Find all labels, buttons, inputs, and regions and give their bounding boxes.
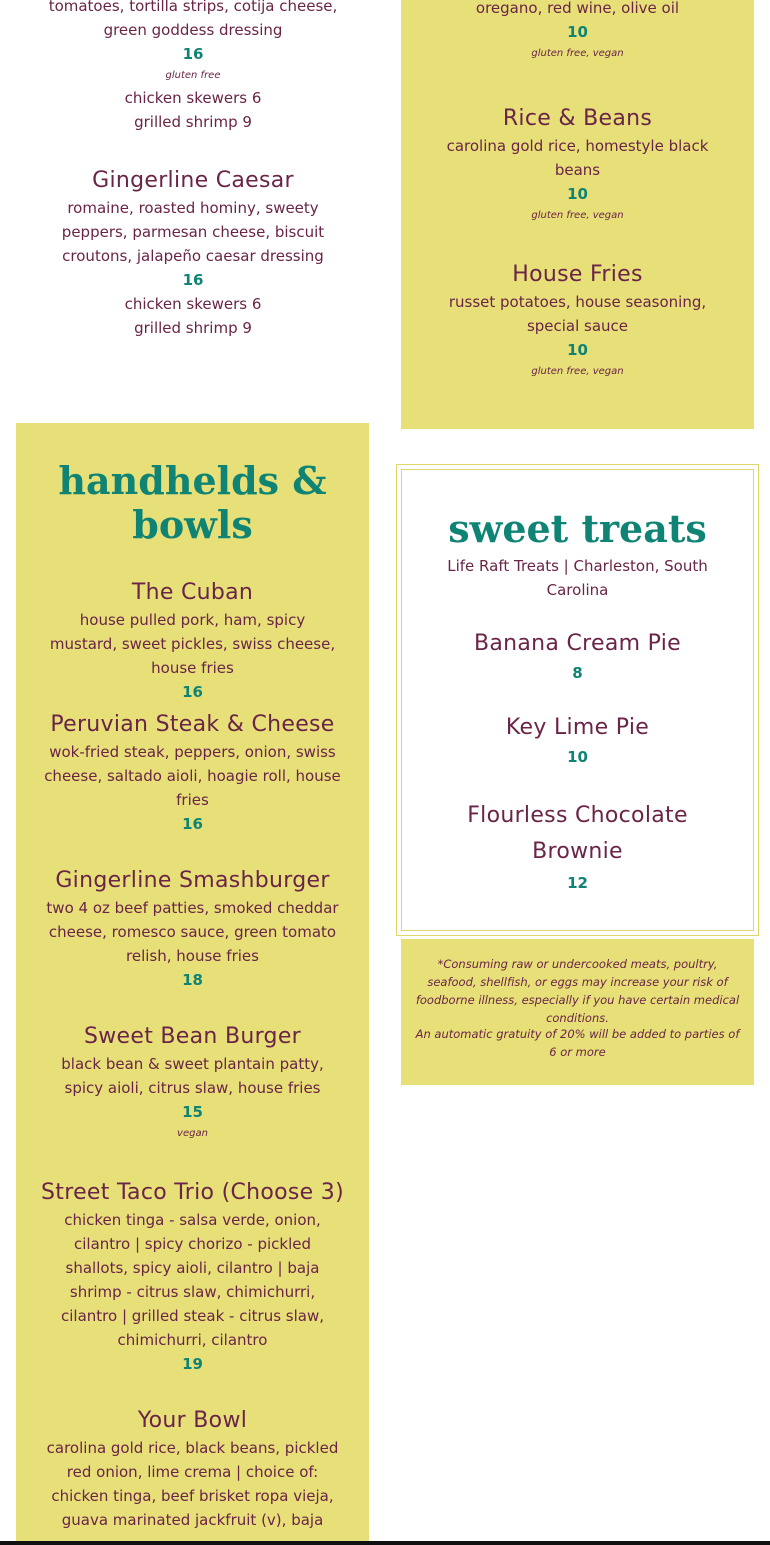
addon-shrimp: grilled shrimp 9 bbox=[134, 319, 252, 337]
item-name: Sweet Bean Burger bbox=[83, 1024, 302, 1049]
dessert-key-lime-pie bbox=[427, 714, 728, 769]
salad-item-top bbox=[40, 0, 346, 134]
item-price: 10 bbox=[567, 341, 588, 359]
item-name: Key Lime Pie bbox=[505, 715, 650, 740]
addon-chicken: chicken skewers 6 bbox=[124, 89, 262, 107]
item-price: 18 bbox=[182, 971, 203, 989]
item-name: Flourless Chocolate Brownie bbox=[467, 803, 688, 864]
menu-item-sweet-bean-burger bbox=[44, 1023, 341, 1142]
item-price: 10 bbox=[567, 185, 588, 203]
item-price: 16 bbox=[182, 815, 203, 833]
side-item-house-fries bbox=[431, 261, 724, 380]
menu-item-your-bowl bbox=[44, 1407, 341, 1532]
menu-item-smashburger bbox=[44, 867, 341, 992]
dessert-flourless-brownie bbox=[452, 798, 703, 895]
section-subtitle: Life Raft Treats | Charleston, South Carolina bbox=[447, 557, 708, 599]
sweet-treats-box bbox=[396, 464, 759, 936]
item-dietary-note: gluten free, vegan bbox=[531, 48, 624, 59]
dessert-banana-cream-pie bbox=[427, 630, 728, 685]
item-description: carolina gold rice, black beans, pickled red onion, lime crema | choice of: chicken tinga, beef brisket ropa vieja, guava marinated jackfruit (v), baja bbox=[46, 1439, 339, 1529]
menu-item-street-taco-trio bbox=[38, 1179, 347, 1376]
side-item-top bbox=[431, 0, 724, 62]
item-dietary-note: gluten free, vegan bbox=[531, 366, 624, 377]
item-name: House Fries bbox=[512, 262, 643, 287]
item-description: wok-fried steak, peppers, onion, swiss cheese, saltado aioli, hoagie roll, house fries bbox=[44, 743, 341, 809]
footnotes-panel bbox=[401, 939, 754, 1085]
item-description: romaine, roasted hominy, sweety peppers, parmesan cheese, biscuit croutons, jalapeño caesar dressing bbox=[61, 199, 325, 265]
item-name: Peruvian Steak & Cheese bbox=[50, 712, 335, 737]
menu-item-the-cuban bbox=[44, 579, 341, 704]
item-price: 10 bbox=[567, 748, 588, 766]
item-name: Gingerline Smashburger bbox=[55, 868, 330, 893]
item-price: 19 bbox=[182, 1355, 203, 1373]
sides-panel bbox=[401, 0, 754, 429]
item-price: 15 bbox=[182, 1103, 203, 1121]
item-price: 8 bbox=[572, 664, 583, 682]
item-price: 16 bbox=[182, 271, 204, 289]
item-dietary-note: gluten free bbox=[165, 70, 221, 81]
item-description: two 4 oz beef patties, smoked cheddar cheese, romesco sauce, green tomato relish, house fries bbox=[46, 899, 339, 965]
item-dietary-note: vegan bbox=[177, 1128, 208, 1139]
section-title-line1: handhelds & bbox=[58, 458, 327, 503]
item-name: Street Taco Trio (Choose 3) bbox=[41, 1180, 344, 1205]
section-title: sweet treats bbox=[448, 506, 707, 551]
item-description: russet potatoes, house seasoning, special sauce bbox=[448, 293, 707, 335]
gratuity-note: An automatic gratuity of 20% will be added to parties of 6 or more bbox=[415, 1027, 740, 1059]
item-dietary-note: gluten free, vegan bbox=[531, 210, 624, 221]
addon-shrimp: grilled shrimp 9 bbox=[134, 113, 252, 131]
item-price: 16 bbox=[182, 683, 203, 701]
handhelds-panel bbox=[16, 423, 369, 1545]
salad-item-caesar bbox=[40, 167, 346, 340]
side-item-rice-beans bbox=[431, 105, 724, 224]
item-price: 10 bbox=[567, 23, 588, 41]
item-description: house pulled pork, ham, spicy mustard, sweet pickles, swiss cheese, house fries bbox=[49, 611, 336, 677]
item-description: black bean & sweet plantain patty, spicy aioli, citrus slaw, house fries bbox=[61, 1055, 324, 1097]
item-description: carolina gold rice, homestyle black beans bbox=[446, 137, 709, 179]
section-title bbox=[16, 459, 369, 547]
item-price: 12 bbox=[567, 874, 588, 892]
consumption-advisory: *Consuming raw or undercooked meats, poultry, seafood, shellfish, or eggs may increase your risk of foodborne illness, especially if you have certain medical conditions. bbox=[415, 957, 740, 1025]
item-description: chicken tinga - salsa verde, onion, cilantro | spicy chorizo - pickled shallots, spicy aioli, cilantro | baja shrimp - citrus slaw, chimichurri, cilantro | grilled steak - citrus slaw, chimichurri, cilantro bbox=[61, 1211, 324, 1349]
item-name: Your Bowl bbox=[137, 1408, 248, 1433]
item-description: tomatoes, tortilla strips, cotija cheese, green goddess dressing bbox=[48, 0, 338, 39]
item-name: Rice & Beans bbox=[502, 106, 653, 131]
bottom-edge-bar bbox=[0, 1541, 770, 1545]
menu-item-peruvian-steak bbox=[44, 711, 341, 836]
item-price: 16 bbox=[182, 45, 204, 63]
item-description: oregano, red wine, olive oil bbox=[475, 0, 680, 17]
item-name: Gingerline Caesar bbox=[92, 168, 294, 193]
item-name: Banana Cream Pie bbox=[473, 631, 681, 656]
addon-chicken: chicken skewers 6 bbox=[124, 295, 262, 313]
item-name: The Cuban bbox=[131, 580, 254, 605]
section-title-line2: bowls bbox=[132, 502, 253, 547]
